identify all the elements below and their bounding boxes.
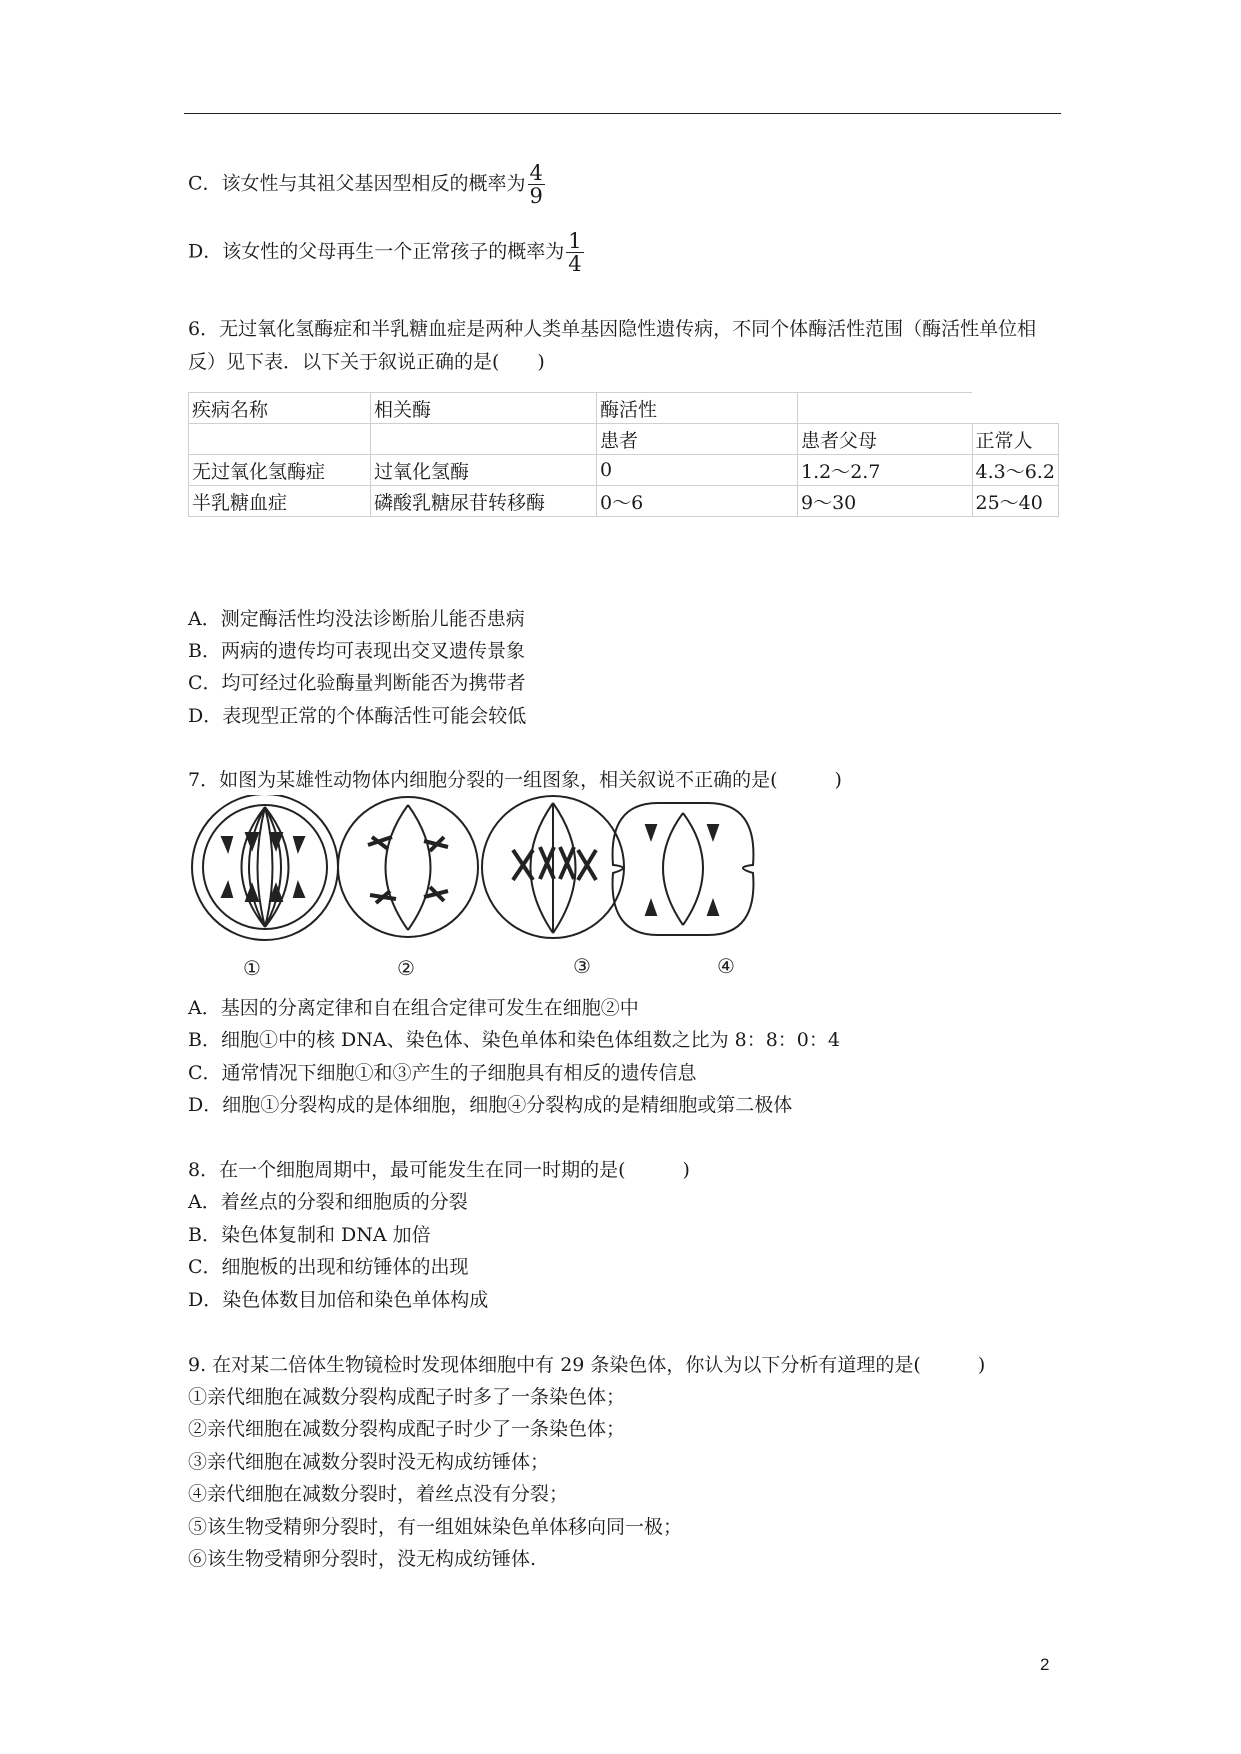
header-empty-cell [798,393,973,424]
header-activity: 酶活性 [597,393,798,424]
fraction [528,162,545,207]
subheader-normal: 正常人 [972,424,1058,455]
q5-option-d-text: D．该女性的父母再生一个正常孩子的概率为 [188,240,565,263]
q8-option-d: D．染色体数目加倍和染色单体构成 [188,1289,489,1311]
cell-normal: 4.3～6.2 [972,455,1058,486]
header-empty-cell [972,393,1058,424]
subheader-empty-cell [189,424,371,455]
cell-parents: 9～30 [798,486,973,517]
fraction-numerator: 1 [568,229,582,253]
cell-label-4: ④ [717,954,735,978]
q7-option-b: B．细胞①中的核 DNA、染色体、染色单体和染色体组数之比为 8：8：0：4 [188,1029,840,1051]
q5-option-d [188,230,584,275]
q7-option-a: A．基因的分离定律和自在组合定律可发生在细胞②中 [188,997,639,1019]
fraction-numerator: 4 [529,161,543,185]
cell-parents: 1.2～2.7 [798,455,973,486]
cell-enzyme: 磷酸乳糖尿苷转移酶 [371,486,597,517]
q8-option-b: B．染色体复制和 DNA 加倍 [188,1224,431,1246]
q5-option-c-text: C．该女性与其祖父基因型相反的概率为 [188,172,526,195]
cell-patient: 0～6 [597,486,798,517]
subheader-empty-cell [371,424,597,455]
enzyme-activity-table [188,392,1059,517]
fraction-denominator: 4 [568,252,582,276]
q8-option-c: C．细胞板的出现和纺锤体的出现 [188,1256,469,1278]
q6-stem: 6．无过氧化氢酶症和半乳糖血症是两种人类单基因隐性遗传病，不同个体酶活性范围（酶活性单位相反）见下表．以下关于叙说正确的是( ) [188,318,1037,373]
fraction [566,230,583,275]
cell-label-2: ② [397,956,415,980]
table-subheader-row [189,424,1059,455]
q6-option-c: C．均可经过化验酶量判断能否为携带者 [188,672,526,694]
q6-option-d: D．表现型正常的个体酶活性可能会较低 [188,705,527,727]
cell-patient: 0 [597,455,798,486]
q7-option-d: D．细胞①分裂构成的是体细胞，细胞④分裂构成的是精细胞或第二极体 [188,1094,793,1116]
q7-stem: 7．如图为某雄性动物体内细胞分裂的一组图象，相关叙说不正确的是( ) [188,769,842,791]
cell-enzyme: 过氧化氢酶 [371,455,597,486]
q8-option-a: A．着丝点的分裂和细胞质的分裂 [188,1191,468,1213]
table-header-row [189,393,1059,424]
table-row [189,486,1059,517]
q6-option-a: A．测定酶活性均没法诊断胎儿能否患病 [188,608,525,630]
fraction-denominator: 9 [529,184,543,208]
table-row [189,455,1059,486]
q8-stem: 8．在一个细胞周期中，最可能发生在同一时期的是( ) [188,1159,690,1181]
q7-option-c: C．通常情况下细胞①和③产生的子细胞具有相反的遗传信息 [188,1062,697,1084]
subheader-parents: 患者父母 [798,424,973,455]
cell-2-diagram [338,797,478,937]
cell-3-diagram [482,796,624,938]
header-rule [184,113,1061,114]
cell-division-figure [188,795,788,990]
header-disease: 疾病名称 [189,393,371,424]
cell-disease: 无过氧化氢酶症 [189,455,371,486]
q6-option-b: B．两病的遗传均可表现出交叉遗传景象 [188,640,525,662]
q9-item-5: ⑤该生物受精卵分裂时，有一组姐妹染色单体移向同一极； [188,1516,683,1538]
cell-label-3: ③ [573,954,591,978]
q9-item-2: ②亲代细胞在减数分裂构成配子时少了一条染色体； [188,1418,626,1440]
cell-normal: 25～40 [972,486,1058,517]
q9-item-6: ⑥该生物受精卵分裂时，没无构成纺锤体. [188,1548,537,1570]
q9-item-1: ①亲代细胞在减数分裂构成配子时多了一条染色体； [188,1386,626,1408]
cell-disease: 半乳糖血症 [189,486,371,517]
page-number: 2 [1040,1655,1050,1674]
q9-stem: 9. 在对某二倍体生物镜检时发现体细胞中有 29 条染色体，你认为以下分析有道理的是( ) [188,1354,986,1376]
q9-item-3: ③亲代细胞在减数分裂时没无构成纺锤体； [188,1451,550,1473]
cell-1-diagram [192,795,338,940]
cell-label-1: ① [243,956,261,980]
header-enzyme: 相关酶 [371,393,597,424]
subheader-patient: 患者 [597,424,798,455]
q9-item-4: ④亲代细胞在减数分裂时，着丝点没有分裂； [188,1483,569,1505]
q5-option-c [188,162,545,207]
cell-4-diagram [613,803,754,935]
